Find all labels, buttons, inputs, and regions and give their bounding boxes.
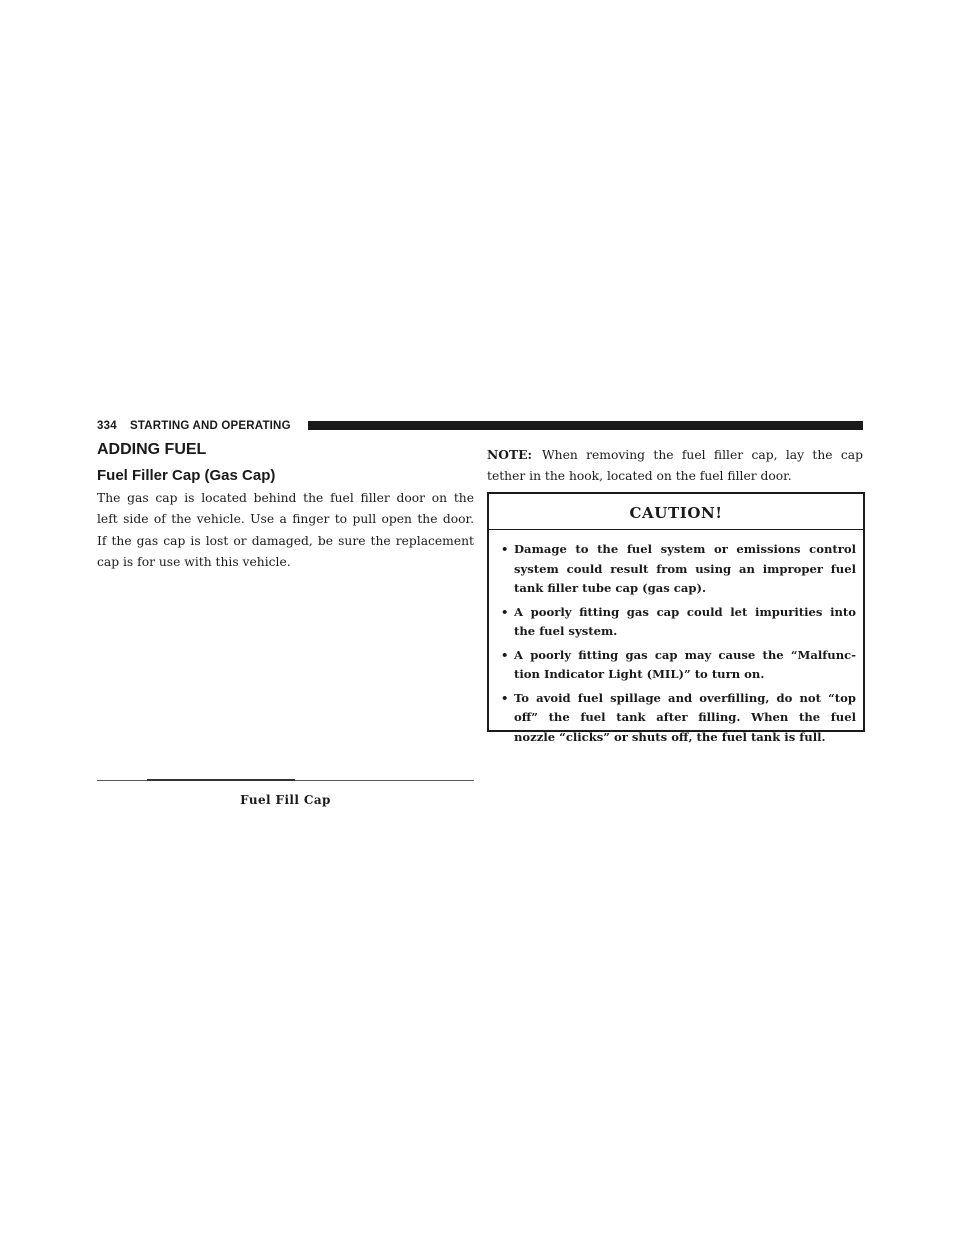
caution-line: To avoid fuel spillage and overfilling, do not “top	[514, 690, 856, 705]
caution-divider	[489, 529, 863, 530]
caution-box	[487, 492, 865, 744]
bullet-icon: •	[501, 690, 509, 705]
caution-line: system could result from using an improper fuel	[514, 561, 856, 576]
caution-item	[501, 689, 856, 748]
note-label: NOTE:	[487, 447, 533, 462]
caution-line: off” the fuel tank after filling. When the fuel	[514, 710, 856, 724]
bullet-icon: •	[501, 647, 509, 662]
header-rule	[308, 421, 863, 430]
note-text: When removing the fuel filler cap, lay the cap	[542, 448, 863, 462]
caution-title: CAUTION!	[629, 504, 723, 522]
caution-line: Damage to the fuel system or emissions control	[514, 542, 856, 556]
note-line	[487, 444, 863, 466]
caution-line: A poorly fitting gas cap could let impurities into	[514, 604, 856, 619]
caution-line: tank filler tube cap (gas cap).	[514, 581, 707, 595]
caution-line: tion Indicator Light (MIL)” to turn on.	[514, 667, 765, 681]
caution-line: nozzle “clicks” or shuts off, the fuel tank is full.	[514, 729, 826, 744]
body-line: The gas cap is located behind the fuel filler door on the	[97, 491, 474, 505]
figure-caption: Fuel Fill Cap	[240, 793, 331, 807]
section-title: STARTING AND OPERATING	[130, 420, 291, 432]
caution-item	[501, 603, 856, 642]
body-paragraph	[97, 488, 474, 573]
page-number: 334	[97, 420, 117, 432]
subsection-heading: Fuel Filler Cap (Gas Cap)	[97, 467, 276, 484]
caution-line: A poorly fitting gas cap may cause the “Malfunc-	[514, 647, 856, 662]
bullet-icon: •	[501, 604, 509, 619]
caution-item	[501, 540, 856, 599]
section-heading: ADDING FUEL	[97, 441, 207, 458]
note-paragraph	[487, 444, 863, 488]
bullet-icon: •	[501, 542, 509, 556]
caution-item	[501, 646, 856, 685]
body-line: left side of the vehicle. Use a finger to pull open the door.	[97, 512, 474, 527]
figure-rule-accent	[147, 779, 295, 781]
caution-line: the fuel system.	[514, 624, 618, 638]
body-line: If the gas cap is lost or damaged, be sure the replacement	[97, 533, 474, 548]
note-line: tether in the hook, located on the fuel filler door.	[487, 469, 792, 484]
body-line: cap is for use with this vehicle.	[97, 554, 291, 569]
caution-list	[501, 540, 856, 751]
